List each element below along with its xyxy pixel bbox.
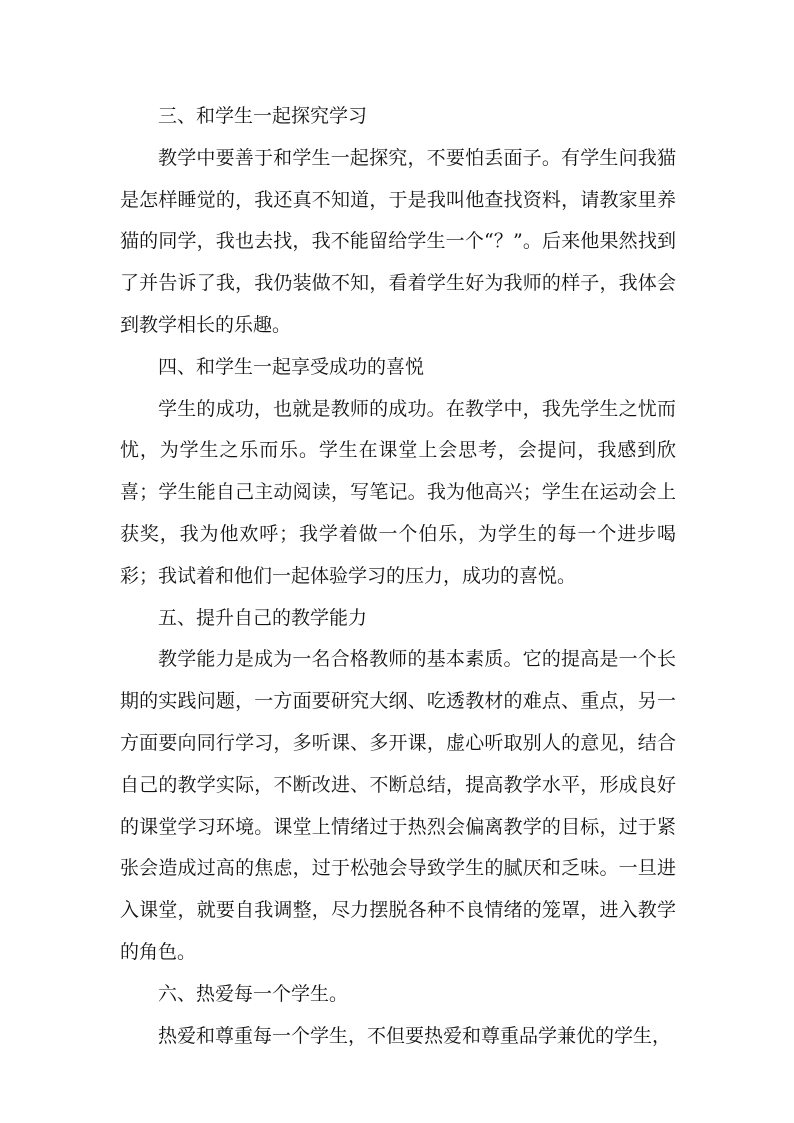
section-heading: 三、和学生一起探究学习 — [158, 105, 368, 127]
section-paragraph: 教学中要善于和学生一起探究，不要怕丢面子。有学生问我猫是怎样睡觉的，我还真不知道，于是我叫他查找资料，请教家里养猫的同学，我也去找，我不能留给学生一个“？”。后来他果然找到了并告诉了我，我仍装做不知，看着学生好为我师的样子，我体会到教学相长的乐趣。 — [120, 146, 676, 336]
section-heading: 四、和学生一起享受成功的喜悦 — [158, 355, 425, 378]
section-paragraph: 学生的成功，也就是教师的成功。在教学中，我先学生之忧而忧，为学生之乐而乐。学生在课堂上会思考，会提问，我感到欣喜；学生能自己主动阅读，写笔记。我为他高兴；学生在运动会上获奖，我为他欢呼；我学着做一个伯乐，为学生的每一个进步喝彩；我试着和他们一起体验学习的压力，成功的喜悦。 — [120, 397, 676, 587]
section-heading: 五、提升自己的教学能力 — [158, 606, 368, 629]
section-heading: 六、热爱每一个学生。 — [158, 982, 349, 1005]
section-paragraph: 热爱和尊重每一个学生，不但要热爱和尊重品学兼优的学生， — [158, 1024, 672, 1047]
section-paragraph: 教学能力是成为一名合格教师的基本素质。它的提高是一个长期的实践问题，一方面要研究大纲、吃透教材的难点、重点，另一方面要向同行学习，多听课、多开课，虚心听取别人的意见，结合自己的教学实际，不断改进、不断总结，提高教学水平，形成良好的课堂学习环境。课堂上情绪过于热烈会偏离教学的目标，过于紧张会造成过高的焦虑，过于松弛会导致学生的腻厌和乏味。一旦进入课堂，就要自我调整，尽力摆脱各种不良情绪的笼罩，进入教学的角色。 — [120, 648, 676, 963]
document-body — [120, 96, 676, 1057]
